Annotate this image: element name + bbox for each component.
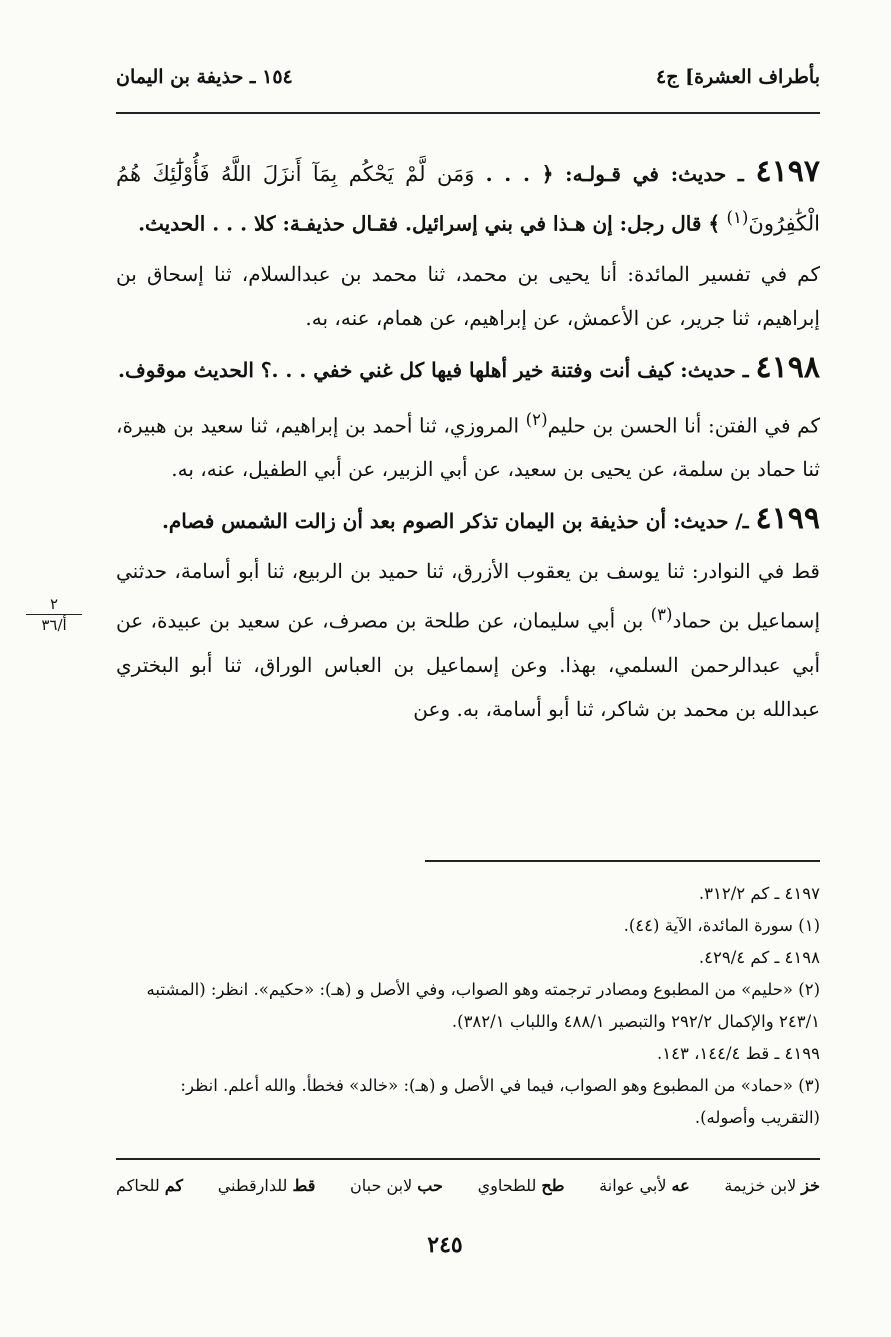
footnote-line: ٤١٩٨ ـ كم ٤٢٩/٤. bbox=[698, 948, 820, 967]
abbreviation-item: طح للطحاوي bbox=[477, 1176, 565, 1195]
source-text: المروزي، ثنا أحمد بن إبراهيم، ثنا سعيد بن هبيرة، ثنا حماد بن سلمة، عن يحيى بن سعيد، عن أبي الزبير، عن أبي الطفيل، عنه، به. bbox=[116, 413, 820, 482]
folio-note-rule bbox=[26, 614, 82, 615]
entry-number: ٤١٩٧ bbox=[755, 154, 820, 189]
abbreviation-item: حب لابن حبان bbox=[350, 1176, 443, 1195]
quran-verse: وَمَن لَّمْ يَحْكُم بِمَآ أَنزَلَ اللَّهُ فَأُوْلَٰٓئِكَ هُمُ الْكَٰفِرُونَ bbox=[116, 162, 820, 236]
footnote-marker: (١) bbox=[726, 208, 749, 227]
abbreviation-item: خز لابن خزيمة bbox=[724, 1176, 820, 1195]
entry-source bbox=[116, 398, 820, 492]
entry-number: ٤١٩٩ bbox=[755, 501, 820, 537]
entry-number: ٤١٩٨ bbox=[755, 349, 820, 385]
entry-4197 bbox=[116, 150, 820, 246]
footnote-marker: (٢) bbox=[525, 409, 548, 429]
entry-source bbox=[116, 549, 820, 731]
header-book-title: بأطراف العشرة] ج٤ bbox=[656, 66, 820, 88]
header-rule bbox=[116, 112, 820, 114]
footnote-line: (٣) «حماد» من المطبوع وهو الصواب، فيما في الأصل و (هـ): «خالد» فخطأ. والله أعلم. انظر: (التقريب وأصوله). bbox=[180, 1076, 820, 1127]
header-chapter-title: ١٥٤ ـ حذيفة بن اليمان bbox=[116, 66, 293, 88]
entry-intro: ـ حديث: في قـولـه: ﴿ . . . bbox=[485, 162, 756, 186]
main-text bbox=[116, 150, 820, 731]
footnote-rule bbox=[425, 860, 820, 862]
folio-note-bottom: أ/٣٦ bbox=[41, 616, 67, 634]
footnote-marker: (٣) bbox=[650, 605, 673, 625]
footnote-line: (٢) «حليم» من المطبوع ومصادر ترجمته وهو الصواب، وفي الأصل و (هـ): «حكيم». انظر: (المشتبه ٢٤٣/١ والإكمال ٢٩٢/٢ والتبصير ٤٨٨/١ واللباب ٣٨٢/١). bbox=[146, 980, 820, 1031]
folio-note-top: ٢ bbox=[49, 595, 59, 613]
footnote-line: ٤١٩٩ ـ قط ١٤٤/٤، ١٤٣. bbox=[656, 1044, 820, 1063]
entry-source: كم في تفسير المائدة: أنا يحيى بن محمد، ثنا محمد بن عبدالسلام، ثنا إسحاق بن إبراهيم، ثنا جرير، عن الأعمش، عن إبراهيم، عن همام، عنه، به. bbox=[116, 261, 820, 330]
source-text: كم في الفتن: أنا الحسن بن حليم bbox=[547, 413, 820, 438]
entry-4199 bbox=[116, 497, 820, 543]
entry-text: ـ حديث: كيف أنت وفتنة خير أهلها فيها كل غني خفي . . .؟ الحديث موقوف. bbox=[118, 357, 756, 382]
footnote-line: ٤١٩٧ ـ كم ٣١٢/٢. bbox=[698, 884, 820, 903]
abbreviation-item: قط للدارقطني bbox=[217, 1176, 316, 1195]
entry-text: ﴾ قال رجل: إن هـذا في بني إسرائيل. فقـال حذيفـة: كلا . . . الحديث. bbox=[138, 211, 721, 236]
entry-4198 bbox=[116, 346, 820, 392]
abbreviation-item: عه لأبي عوانة bbox=[599, 1176, 690, 1195]
manuscript-folio-note bbox=[26, 596, 82, 633]
abbreviation-item: كم للحاكم bbox=[116, 1176, 184, 1195]
footnote-line: (١) سورة المائدة، الآية (٤٤). bbox=[623, 916, 820, 935]
page-number: ٢٤٥ bbox=[427, 1232, 463, 1258]
source-text: بن أبي سليمان، عن طلحة بن مصرف، عن سعيد بن عبيدة، عن أبي عبدالرحمن السلمي، بهذا. وعن إسماعيل بن العباس الوراق، ثنا أبو البختري عبدالله بن محمد بن شاكر، ثنا أبو أسامة، به. وعن bbox=[116, 608, 820, 721]
source-text: قط في النوادر: ثنا يوسف بن يعقوب الأزرق، ثنا حميد بن الربيع، ثنا أبو أسامة، حدثني إسماعيل بن حماد bbox=[116, 559, 820, 633]
entry-text: ـ/ حديث: أن حذيفة بن اليمان تذكر الصوم بعد أن زالت الشمس فصام. bbox=[161, 509, 756, 534]
footnotes bbox=[116, 878, 820, 1134]
running-header bbox=[116, 62, 820, 92]
abbreviation-rule bbox=[116, 1158, 820, 1160]
abbreviation-key bbox=[116, 1176, 820, 1195]
